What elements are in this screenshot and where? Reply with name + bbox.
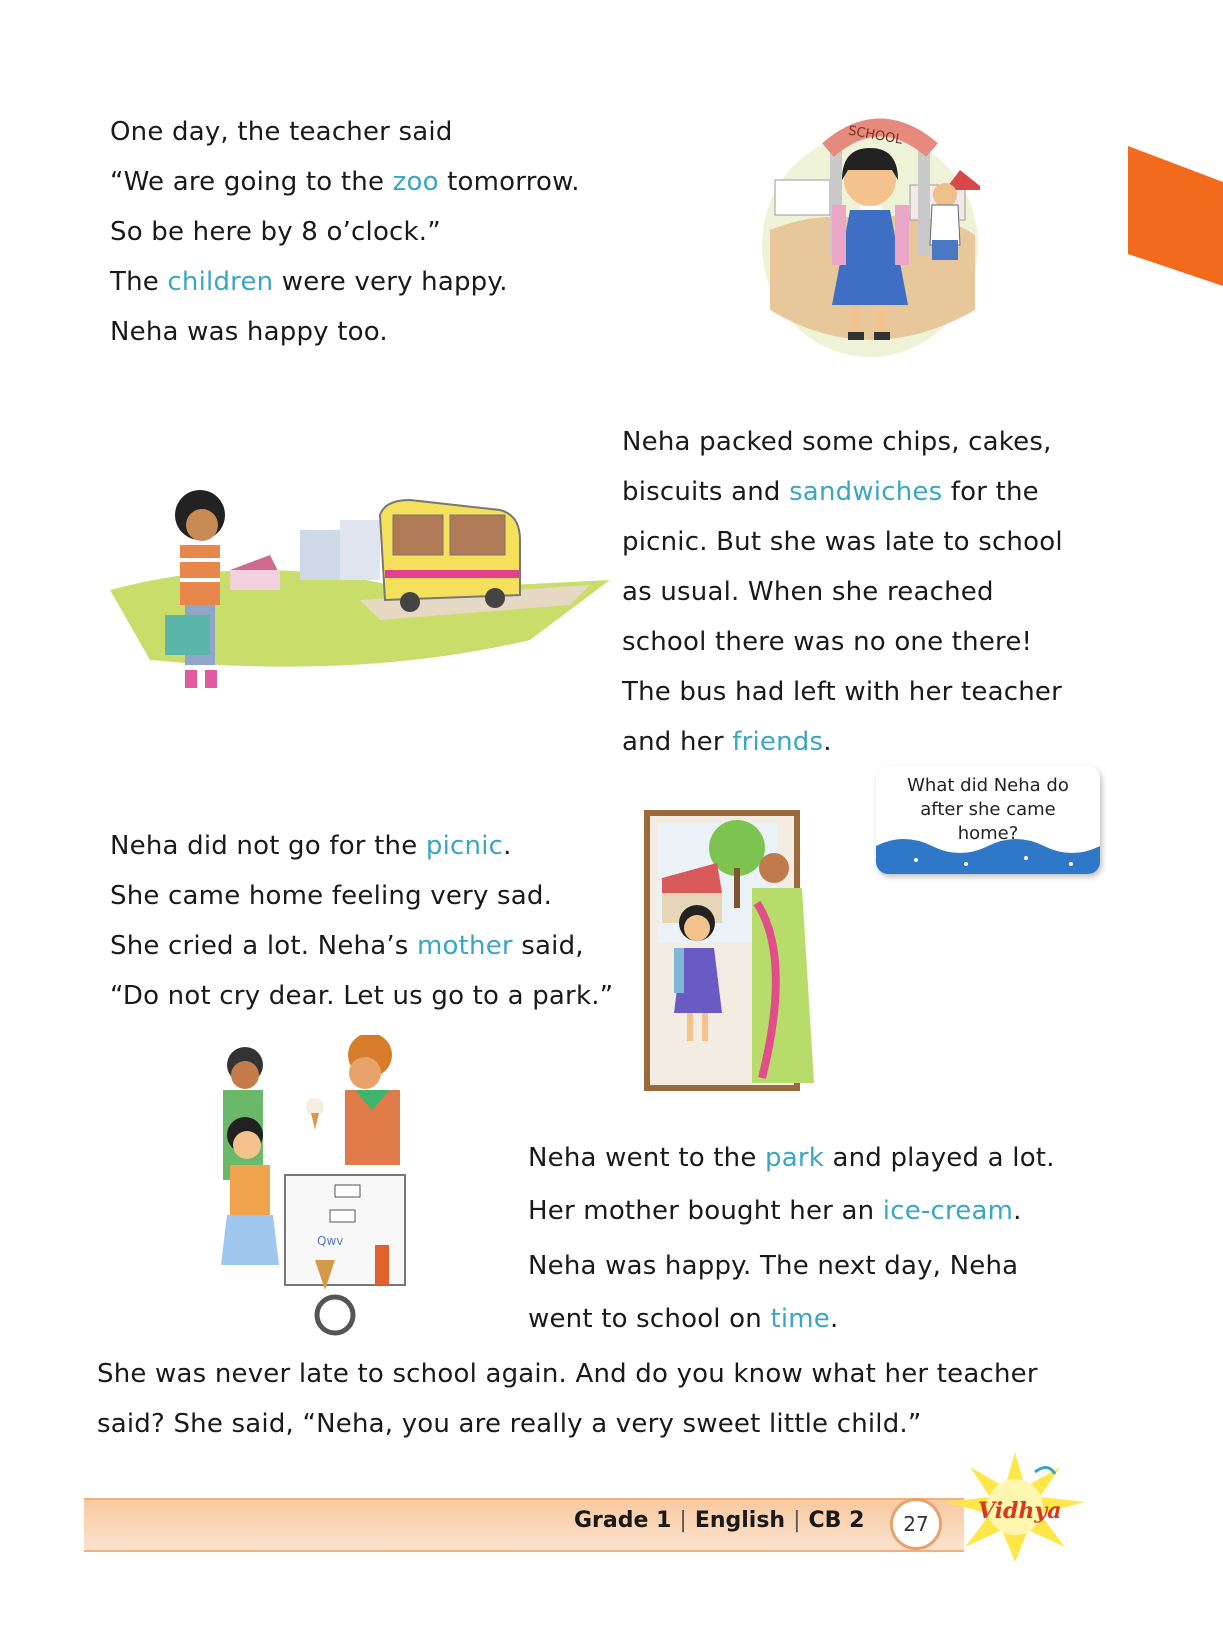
mother-daughter-illustration <box>642 808 817 1093</box>
callout-question: What did Neha do after she came home? <box>907 775 1069 844</box>
story-line: Neha was happy too. <box>110 317 388 347</box>
logo-text: Vidhya <box>978 1498 1062 1524</box>
story-line: She was never late to school again. And do you know what her teacher <box>97 1359 1038 1389</box>
story-line: school there was no one there! <box>622 627 1033 657</box>
highlight-word: mother <box>417 931 513 961</box>
school-sign-text: SCHOOL <box>846 123 904 148</box>
story-line: The bus had left with her teacher <box>622 677 1063 707</box>
highlight-word: park <box>765 1143 825 1173</box>
story-line: and her friends. <box>622 727 832 757</box>
highlight-word: zoo <box>392 167 439 197</box>
footer-book-info <box>574 1508 864 1533</box>
story-line: “Do not cry dear. Let us go to a park.” <box>110 981 614 1011</box>
story-line: Neha packed some chips, cakes, <box>622 427 1052 457</box>
footer-separator: | <box>679 1508 687 1533</box>
story-line: She came home feeling very sad. <box>110 881 553 911</box>
story-line: She cried a lot. Neha’s mother said, <box>110 931 584 961</box>
corner-tab <box>1128 146 1223 286</box>
story-line: picnic. But she was late to school <box>622 527 1063 557</box>
highlight-word: picnic <box>425 831 504 861</box>
footer-subject: English <box>694 1508 786 1533</box>
bus-leaving-illustration <box>110 490 610 700</box>
story-line: Neha was happy. The next day, Neha <box>528 1251 1019 1281</box>
story-line: Neha did not go for the picnic. <box>110 831 512 861</box>
highlight-word: sandwiches <box>789 477 943 507</box>
highlight-word: children <box>167 267 274 297</box>
story-line: So be here by 8 o’clock.” <box>110 217 441 247</box>
story-line: “We are going to the zoo tomorrow. <box>110 167 580 197</box>
story-line: biscuits and sandwiches for the <box>622 477 1039 507</box>
highlight-word: time <box>770 1304 830 1334</box>
footer-grade: Grade 1 <box>574 1508 672 1533</box>
story-line: said? She said, “Neha, you are really a very sweet little child.” <box>97 1409 922 1439</box>
story-line: The children were very happy. <box>110 267 508 297</box>
cart-label: Qwv <box>317 1234 344 1248</box>
page-number: 27 <box>890 1498 942 1550</box>
ice-cream-cart-illustration <box>205 1035 430 1345</box>
highlight-word: friends <box>732 727 824 757</box>
story-line: Her mother bought her an ice-cream. <box>528 1196 1022 1226</box>
highlight-word: ice-cream <box>882 1196 1014 1226</box>
vidhya-logo <box>940 1452 1090 1562</box>
wave-decoration <box>876 832 1100 874</box>
story-line: One day, the teacher said <box>110 117 453 147</box>
question-callout <box>876 766 1100 874</box>
story-line: as usual. When she reached <box>622 577 994 607</box>
footer-book: CB 2 <box>808 1508 865 1533</box>
story-line: went to school on time. <box>528 1304 839 1334</box>
story-line: Neha went to the park and played a lot. <box>528 1143 1055 1173</box>
school-gate-illustration <box>760 110 980 360</box>
footer-separator: | <box>793 1508 801 1533</box>
